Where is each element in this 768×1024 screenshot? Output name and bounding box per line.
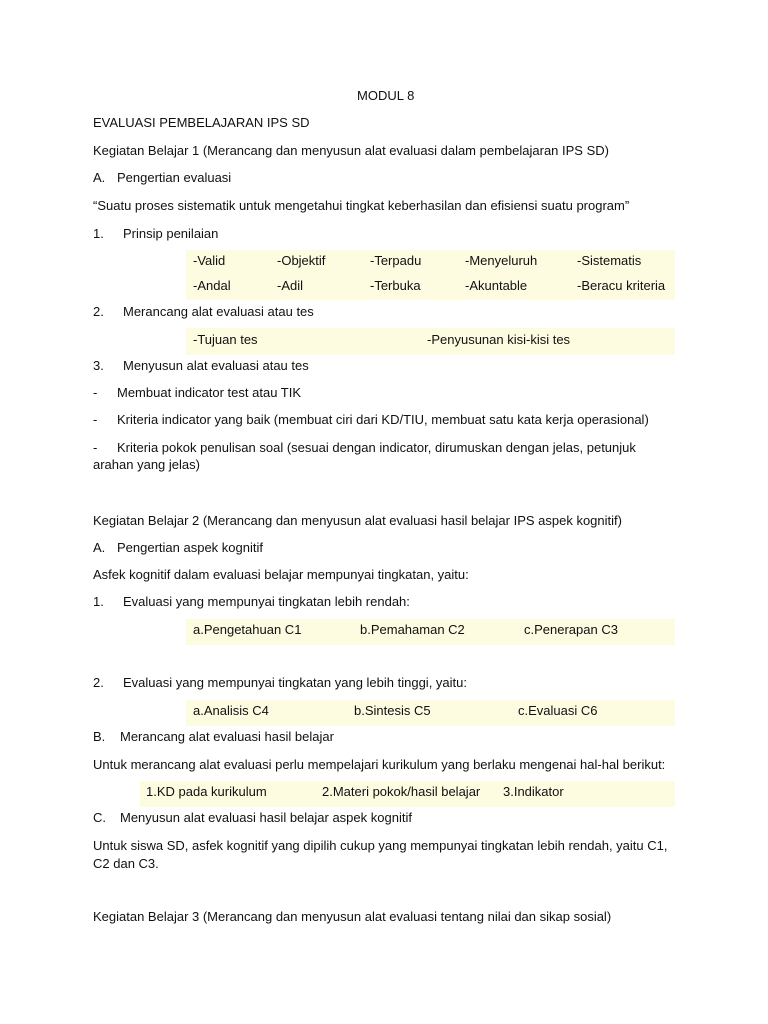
kb1-p1-text: Prinsip penilaian xyxy=(123,226,219,241)
kb2-p1-text: Evaluasi yang mempunyai tingkatan lebih rendah: xyxy=(123,594,410,609)
kb1-a-marker: A. xyxy=(93,170,106,185)
curriculum-cell: 2.Materi pokok/hasil belajar xyxy=(322,784,481,799)
level-cell: c.Evaluasi C6 xyxy=(518,703,598,718)
kb3-heading: Kegiatan Belajar 3 (Merancang dan menyusun alat evaluasi tentang nilai dan sikap sosial) xyxy=(93,909,612,924)
kb2-c-text: Menyusun alat evaluasi hasil belajar aspek kognitif xyxy=(120,810,412,825)
kb2-c-paragraph: Untuk siswa SD, asfek kognitif yang dipilih cukup yang mempunyai tingkatan lebih rendah, yaitu C1, xyxy=(93,838,668,853)
principle-cell: -Menyeluruh xyxy=(465,253,538,268)
kb2-p2-text: Evaluasi yang mempunyai tingkatan yang lebih tinggi, yaitu: xyxy=(123,675,467,690)
principle-cell: -Terbuka xyxy=(370,278,421,293)
kb2-c-marker: C. xyxy=(93,810,106,825)
level-cell: a.Pengetahuan C1 xyxy=(193,622,302,637)
kb1-heading: Kegiatan Belajar 1 (Merancang dan menyusun alat evaluasi dalam pembelajaran IPS SD) xyxy=(93,143,609,158)
test-design-cell: -Penyusunan kisi-kisi tes xyxy=(427,332,571,347)
level-cell: b.Pemahaman C2 xyxy=(360,622,465,637)
kb1-p2-text: Merancang alat evaluasi atau tes xyxy=(123,304,314,319)
kb2-heading: Kegiatan Belajar 2 (Merancang dan menyusun alat evaluasi hasil belajar IPS aspek kognitif) xyxy=(93,513,622,528)
principle-cell: -Andal xyxy=(193,278,231,293)
principles-table xyxy=(186,250,675,300)
level-cell: c.Penerapan C3 xyxy=(524,622,618,637)
kb1-a-text: Pengertian evaluasi xyxy=(117,170,232,185)
curriculum-cell: 3.Indikator xyxy=(503,784,564,799)
kb1-p3-marker: 3. xyxy=(93,358,104,373)
kb1-p1-marker: 1. xyxy=(93,226,104,241)
bullet-text-continued: arahan yang jelas) xyxy=(93,457,200,472)
kb1-quote: “Suatu proses sistematik untuk mengetahui tingkat keberhasilan dan efisiensi suatu program” xyxy=(93,198,630,213)
principle-cell: -Adil xyxy=(277,278,304,293)
kb2-c-paragraph-continued: C2 dan C3. xyxy=(93,856,159,871)
low-levels-table xyxy=(186,619,675,645)
bullet-text: Kriteria indicator yang baik (membuat ciri dari KD/TIU, membuat satu kata kerja operasional) xyxy=(117,412,649,427)
level-cell: a.Analisis C4 xyxy=(193,703,269,718)
principle-cell: -Sistematis xyxy=(577,253,642,268)
bullet-marker: - xyxy=(93,412,98,427)
kb2-b-marker: B. xyxy=(93,729,106,744)
curriculum-cell: 1.KD pada kurikulum xyxy=(146,784,267,799)
kb2-b-text: Merancang alat evaluasi hasil belajar xyxy=(120,729,334,744)
principle-cell: -Objektif xyxy=(277,253,326,268)
kb2-a-marker: A. xyxy=(93,540,106,555)
bullet-marker: - xyxy=(93,440,98,455)
module-title: MODUL 8 xyxy=(357,88,415,103)
subject-heading: EVALUASI PEMBELAJARAN IPS SD xyxy=(93,115,310,130)
kb1-p3-text: Menyusun alat evaluasi atau tes xyxy=(123,358,309,373)
bullet-text: Kriteria pokok penulisan soal (sesuai dengan indicator, dirumuskan dengan jelas, petunjuk xyxy=(117,440,636,455)
kb2-p2-marker: 2. xyxy=(93,675,104,690)
bullet-marker: - xyxy=(93,385,98,400)
bullet-text: Membuat indicator test atau TIK xyxy=(117,385,302,400)
kb2-p1-marker: 1. xyxy=(93,594,104,609)
kb2-b-paragraph: Untuk merancang alat evaluasi perlu mempelajari kurikulum yang berlaku mengenai hal-hal berikut: xyxy=(93,757,666,772)
curriculum-items-table xyxy=(140,781,675,807)
principle-cell: -Valid xyxy=(193,253,226,268)
test-design-cell: -Tujuan tes xyxy=(193,332,258,347)
kb2-a-text: Pengertian aspek kognitif xyxy=(117,540,263,555)
principle-cell: -Akuntable xyxy=(465,278,528,293)
level-cell: b.Sintesis C5 xyxy=(354,703,431,718)
principle-cell: -Beracu kriteria xyxy=(577,278,666,293)
kb1-p2-marker: 2. xyxy=(93,304,104,319)
high-levels-table xyxy=(186,700,675,726)
kb2-intro: Asfek kognitif dalam evaluasi belajar mempunyai tingkatan, yaitu: xyxy=(93,567,469,582)
principle-cell: -Terpadu xyxy=(370,253,422,268)
test-design-table xyxy=(186,328,675,355)
